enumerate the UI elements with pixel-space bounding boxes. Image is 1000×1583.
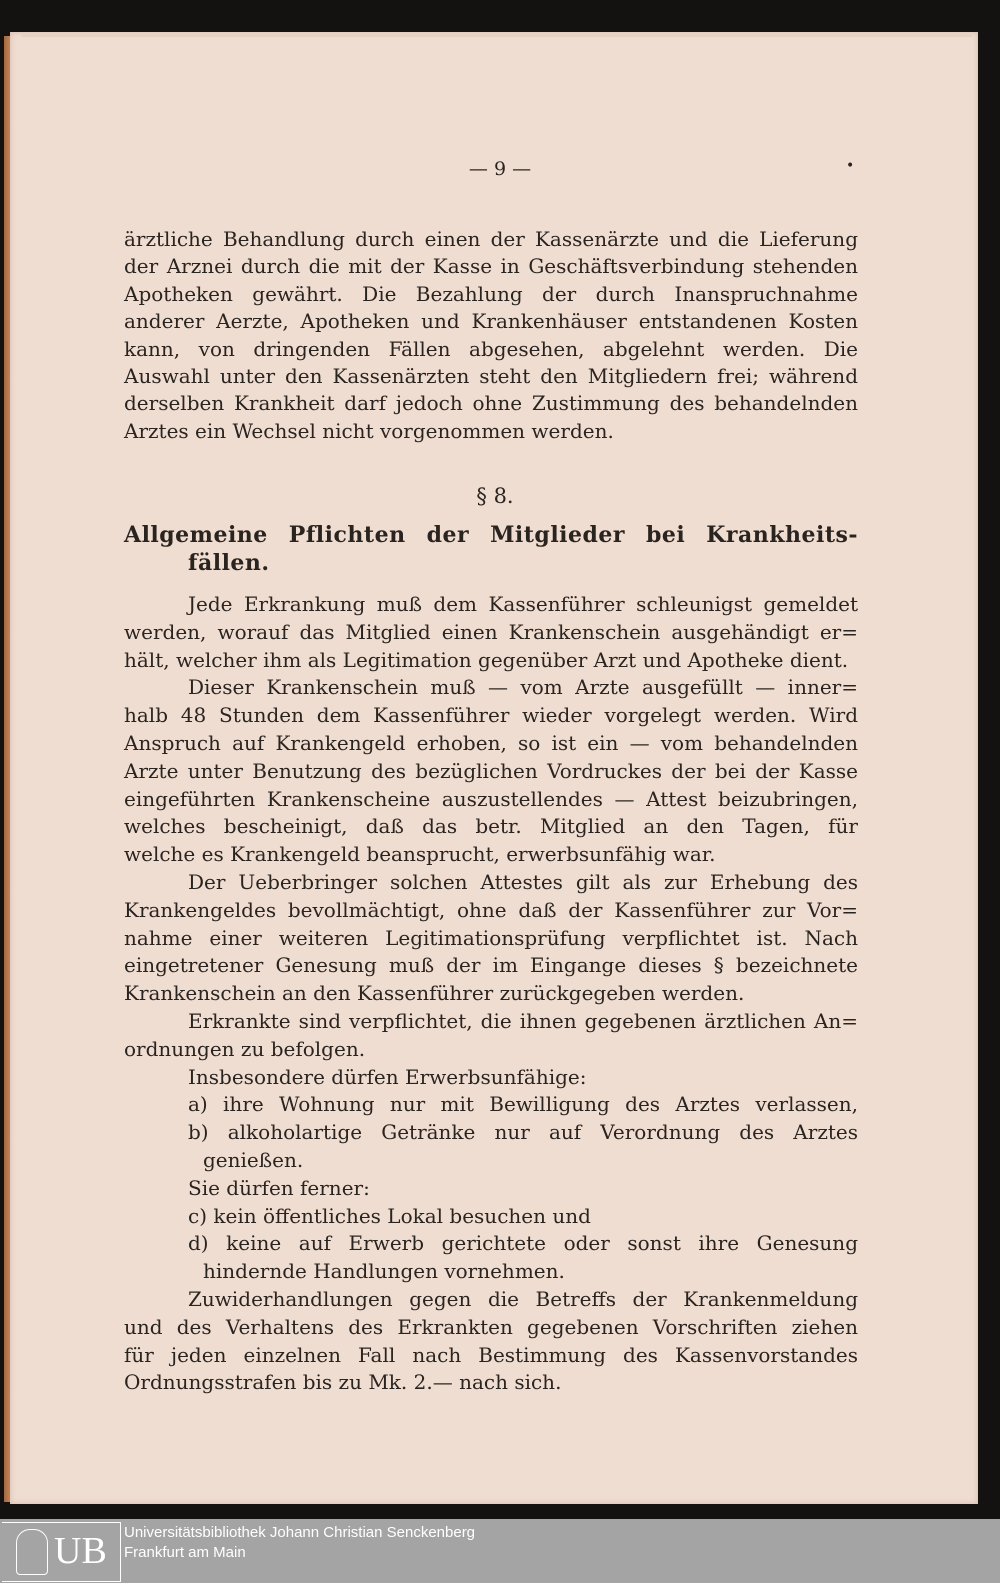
section-number: § 8. — [476, 484, 514, 508]
text-line: Anspruch auf Krankengeld erhoben, so ist ein — vom behandelnden — [124, 731, 858, 755]
ub-logo[interactable] — [2, 1522, 121, 1582]
text-line: ärztliche Behandlung durch einen der Kassenärzte und die Lieferung — [124, 227, 858, 251]
text-line: der Arznei durch die mit der Kasse in Geschäftsverbindung stehenden — [124, 254, 858, 279]
section-title-line2: fällen. — [188, 550, 270, 576]
text-line: anderer Aerzte, Apotheken und Krankenhäuser entstandenen Kosten — [124, 309, 858, 334]
text-line: Erkrankte sind verpflichtet, die ihnen gegebenen ärztlichen An= — [188, 1009, 858, 1033]
footer-library-name: Universitätsbibliothek Johann Christian Senckenberg — [124, 1524, 476, 1541]
text-line: derselben Krankheit darf jedoch ohne Zustimmung des behandelnden — [124, 391, 858, 416]
text-line: kann, von dringenden Fällen abgesehen, abgelehnt werden. Die — [124, 336, 858, 361]
footer-location: Frankfurt am Main — [124, 1544, 246, 1561]
text-line: welche es Krankengeld beansprucht, erwerbsunfähig war. — [124, 842, 716, 867]
portrait-icon — [16, 1529, 48, 1575]
page-top-edge — [22, 34, 972, 37]
text-line: werden, worauf das Mitglied einen Krankenschein ausgehändigt er= — [124, 619, 858, 644]
text-line: Ordnungsstrafen bis zu Mk. 2.— nach sich. — [124, 1370, 562, 1395]
text-line: Krankenschein an den Kassenführer zurückgegeben werden. — [124, 981, 745, 1006]
text-line: Insbesondere dürfen Erwerbsunfähige: — [188, 1064, 587, 1089]
text-line: Arzte unter Benutzung des bezüglichen Vordruckes der bei der Kasse — [124, 758, 858, 783]
section-title-line1: Allgemeine Pflichten der Mitglieder bei Krankheits- — [124, 522, 858, 548]
text-line: d) keine auf Erwerb gerichtete oder sonst ihre Genesung — [188, 1231, 858, 1256]
text-line: b) alkoholartige Getränke nur auf Verordnung des Arztes — [188, 1120, 858, 1145]
text-line: Auswahl unter den Kassenärzten steht den Mitgliedern frei; während — [124, 364, 858, 388]
text-line: und des Verhaltens des Erkrankten gegebenen Vorschriften ziehen — [124, 1314, 858, 1339]
text-line: Apotheken gewährt. Die Bezahlung der durch Inanspruchnahme — [124, 281, 858, 306]
text-line: hindernde Handlungen vornehmen. — [203, 1259, 565, 1284]
page-number: — 9 — — [468, 158, 532, 180]
text-line: Jede Erkrankung muß dem Kassenführer schleunigst gemeldet — [188, 592, 858, 616]
text-line: a) ihre Wohnung nur mit Bewilligung des Arztes verlassen, — [188, 1092, 858, 1117]
speck: • — [846, 158, 855, 174]
text-line: für jeden einzelnen Fall nach Bestimmung des Kassenvorstandes — [124, 1342, 858, 1367]
logo-text: UB — [54, 1530, 107, 1572]
text-line: c) kein öffentliches Lokal besuchen und — [188, 1203, 591, 1228]
text-line: halb 48 Stunden dem Kassenführer wieder vorgelegt werden. Wird — [124, 703, 858, 728]
text-line: eingetretener Genesung muß der im Eingange dieses § bezeichnete — [124, 953, 858, 978]
text-line: Der Ueberbringer solchen Attestes gilt als zur Erhebung des — [188, 870, 858, 894]
text-line: ordnungen zu befolgen. — [124, 1036, 366, 1061]
text-line: Arztes ein Wechsel nicht vorgenommen werden. — [124, 418, 614, 443]
text-line: Dieser Krankenschein muß — vom Arzte ausgefüllt — inner= — [188, 675, 858, 700]
text-line: hält, welcher ihm als Legitimation gegenüber Arzt und Apotheke dient. — [124, 647, 849, 672]
text-line: nahme einer weiteren Legitimationsprüfung verpflichtet ist. Nach — [124, 925, 858, 950]
text-line: Krankengeldes bevollmächtigt, ohne daß der Kassenführer zur Vor= — [124, 897, 858, 922]
text-line: welches bescheinigt, daß das betr. Mitglied an den Tagen, für — [124, 814, 858, 839]
text-line: Zuwiderhandlungen gegen die Betreffs der Krankenmeldung — [188, 1287, 858, 1311]
text-line: genießen. — [203, 1148, 304, 1172]
text-line: eingeführten Krankenscheine auszustellendes — Attest beizubringen, — [124, 786, 858, 811]
text-line: Sie dürfen ferner: — [188, 1175, 370, 1200]
